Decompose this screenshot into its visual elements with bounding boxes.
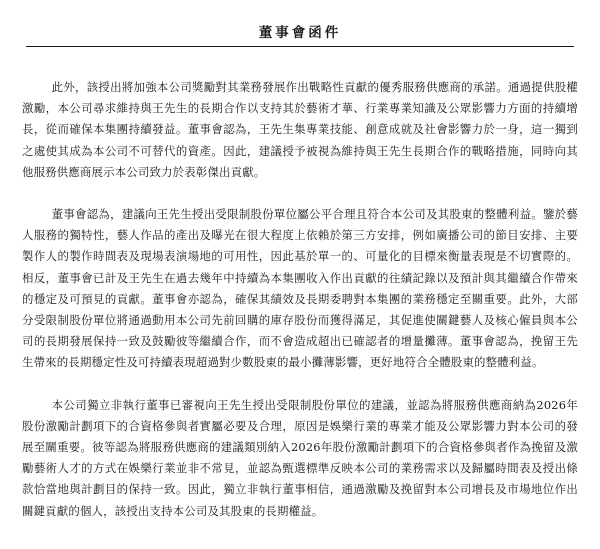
paragraph: 本公司獨立非執行董事已審視向王先生授出受限制股份單位的建議，並認為將服務供應商納為2026年股份激勵計劃項下的合資格參與者實屬必要及合理，原因是娛樂行業的專業才能及公眾影響力對本公司的發展至關重要。彼等認為將服務供應商的建議類別納入2026年股份激勵計劃項下的合資格參與者作為挽留及激勵藝術人才的方式在娛樂行業並非不常見，並認為甄選標準反映本公司的業務需求以及歸屬時間表及授出條款恰當地與計劃目的保持一致。因此，獨立非執行董事相信，通過激勵及挽留對本公司增長及市場地位作出關鍵貢獻的個人，該授出支持本公司及其股東的長期權益。 xyxy=(22,397,578,518)
paragraph: 此外，該授出將加強本公司獎勵對其業務發展作出戰略性貢獻的優秀服務供應商的承諾。通過提供股權激勵，本公司尋求維持與王先生的長期合作以支持其於藝術才華、行業專業知識及公眾影響力方面的持續增長，從而確保本集團持續發益。董事會認為，王先生集專業技能、創意成就及社會影響力於一身，這一獨到之處使其成為本公司不可替代的資產。因此，建議授予被視為維持與王先生長期合作的戰略措施，同時向其他服務供應商展示本公司致力於表彰傑出貢獻。 xyxy=(22,80,578,179)
paragraph: 董事會認為，建議向王先生授出受限制股份單位屬公平合理且符合本公司及其股東的整體利益。鑒於藝人服務的獨特性，藝人作品的產出及曝光在很大程度上依賴於第三方安排，例如廣播公司的節目安排、主要製作人的製作時間表及現場表演場地的可用性，因此基於單一的、可量化的目標來衡量表現是不切實際的。相反，董事會已計及王先生在過去幾年中持續為本集團收入作出貢獻的往績記錄以及預計與其繼續合作帶來的穩定及可預見的貢獻。董事會亦認為，確保其績效及長期委聘對本集團的業務穩定至關重要。此外，大部分受限制股份單位將通過動用本公司先前回購的庫存股份而獲得滿足，其促進使關鍵藝人及核心僱員與本公司的長期發展保持一致及鼓勵彼等繼續合作，而不會造成超出已確認者的增量攤薄。董事會認為，挽留王先生帶來的長期穩定性及可持續表現超過對少數股東的最小攤薄影響，更好地符合全體股東的整體利益。 xyxy=(22,207,578,370)
header-title: 董事會函件 xyxy=(258,25,342,41)
page-header xyxy=(26,18,574,47)
